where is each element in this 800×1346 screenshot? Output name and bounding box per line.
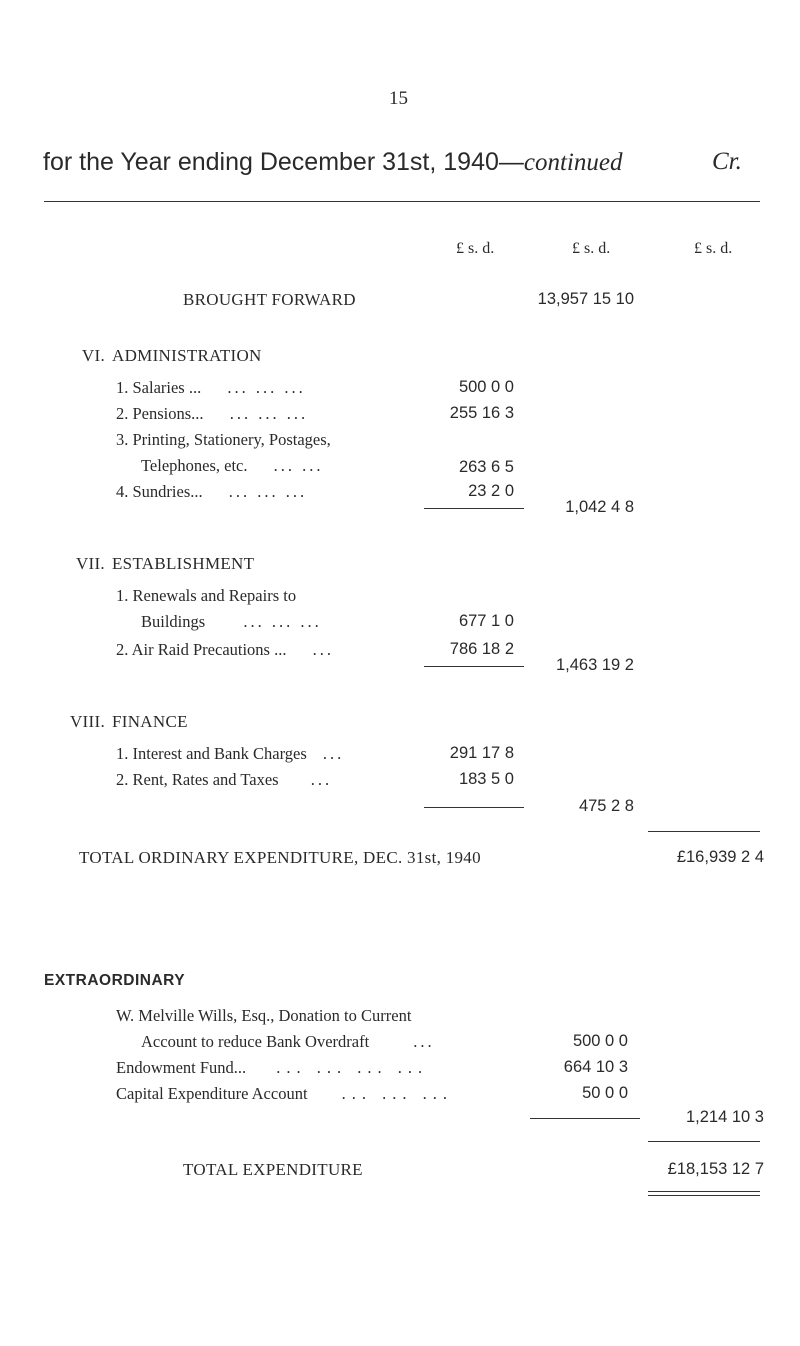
- section-heading: FINANCE: [112, 712, 188, 731]
- line-item-label: W. Melville Wills, Esq., Donation to Current: [116, 1006, 412, 1025]
- line-item-label-cont: Telephones, etc. ... ...: [141, 456, 324, 475]
- currency-header-2: £ s. d.: [572, 240, 611, 257]
- line-item-label: 3. Printing, Stationery, Postages,: [116, 430, 331, 449]
- total-expenditure-amount: £18,153 12 7: [667, 1160, 764, 1178]
- brought-forward-amount: 13,957 15 10: [537, 290, 634, 308]
- line-item-label-cont: Account to reduce Bank Overdraft ...: [141, 1032, 435, 1051]
- line-item-amount: 255 16 3: [449, 404, 514, 422]
- title-continued: continued: [523, 149, 623, 176]
- line-item-label: 4. Sundries... ... ... ...: [116, 482, 308, 501]
- currency-header-3: £ s. d.: [694, 240, 733, 257]
- line-item-amount: 677 1 0: [458, 612, 514, 630]
- extraordinary-subtotal: 1,214 10 3: [686, 1108, 764, 1126]
- line-item-amount: 263 6 5: [458, 458, 514, 476]
- line-item-label-cont: Buildings ... ... ...: [141, 612, 322, 631]
- total-rule: [648, 831, 760, 832]
- line-item-label: 1. Renewals and Repairs to: [116, 586, 297, 605]
- subtotal-rule: [424, 807, 524, 808]
- total-ordinary-amount: £16,939 2 4: [676, 848, 764, 866]
- line-item-label: 2. Pensions... ... ... ...: [116, 404, 309, 423]
- section-subtotal: 1,463 19 2: [556, 656, 634, 674]
- section-numeral: VIII.: [69, 712, 105, 731]
- line-item-amount: 500 0 0: [572, 1032, 628, 1050]
- section-numeral: VI.: [81, 346, 105, 365]
- line-item-amount: 500 0 0: [458, 378, 514, 396]
- line-item-amount: 664 10 3: [563, 1058, 628, 1076]
- currency-header-1: £ s. d.: [456, 240, 495, 257]
- double-rule-top: [648, 1191, 760, 1192]
- section-numeral: VII.: [75, 554, 105, 573]
- title-main: for the Year ending December 31st, 1940—: [43, 148, 524, 176]
- subtotal-rule: [530, 1118, 640, 1119]
- line-item-amount: 291 17 8: [449, 744, 514, 762]
- section-heading: ESTABLISHMENT: [112, 554, 255, 573]
- total-expenditure-label: TOTAL EXPENDITURE: [183, 1160, 363, 1179]
- line-item-label: 1. Interest and Bank Charges ...: [116, 744, 345, 763]
- double-rule-bottom: [648, 1195, 760, 1196]
- subtotal-rule: [424, 508, 524, 509]
- line-item-label: 2. Air Raid Precautions ... ...: [116, 640, 334, 659]
- line-item-amount: 50 0 0: [582, 1084, 628, 1102]
- line-item-amount: 23 2 0: [468, 482, 514, 500]
- extraordinary-heading: EXTRAORDINARY: [44, 972, 186, 989]
- page-title: [43, 148, 622, 177]
- section-subtotal: 475 2 8: [578, 797, 634, 815]
- line-item-label: 2. Rent, Rates and Taxes ...: [116, 770, 333, 789]
- subtotal-rule: [424, 666, 524, 667]
- line-item-label: Capital Expenditure Account ... ... ...: [116, 1084, 454, 1103]
- page-number: 15: [389, 88, 408, 109]
- brought-forward-label: BROUGHT FORWARD: [183, 290, 356, 309]
- title-rule: [44, 201, 760, 202]
- line-item-amount: 183 5 0: [458, 770, 514, 788]
- section-heading: ADMINISTRATION: [112, 346, 262, 365]
- line-item-label: 1. Salaries ... ... ... ...: [116, 378, 306, 397]
- total-ordinary-label: TOTAL ORDINARY EXPENDITURE, DEC. 31st, 1940: [79, 848, 481, 867]
- line-item-amount: 786 18 2: [449, 640, 514, 658]
- credit-side-label: Cr.: [712, 148, 742, 175]
- section-subtotal: 1,042 4 8: [565, 498, 634, 516]
- total-rule: [648, 1141, 760, 1142]
- line-item-label: Endowment Fund... ... ... ... ...: [116, 1058, 429, 1077]
